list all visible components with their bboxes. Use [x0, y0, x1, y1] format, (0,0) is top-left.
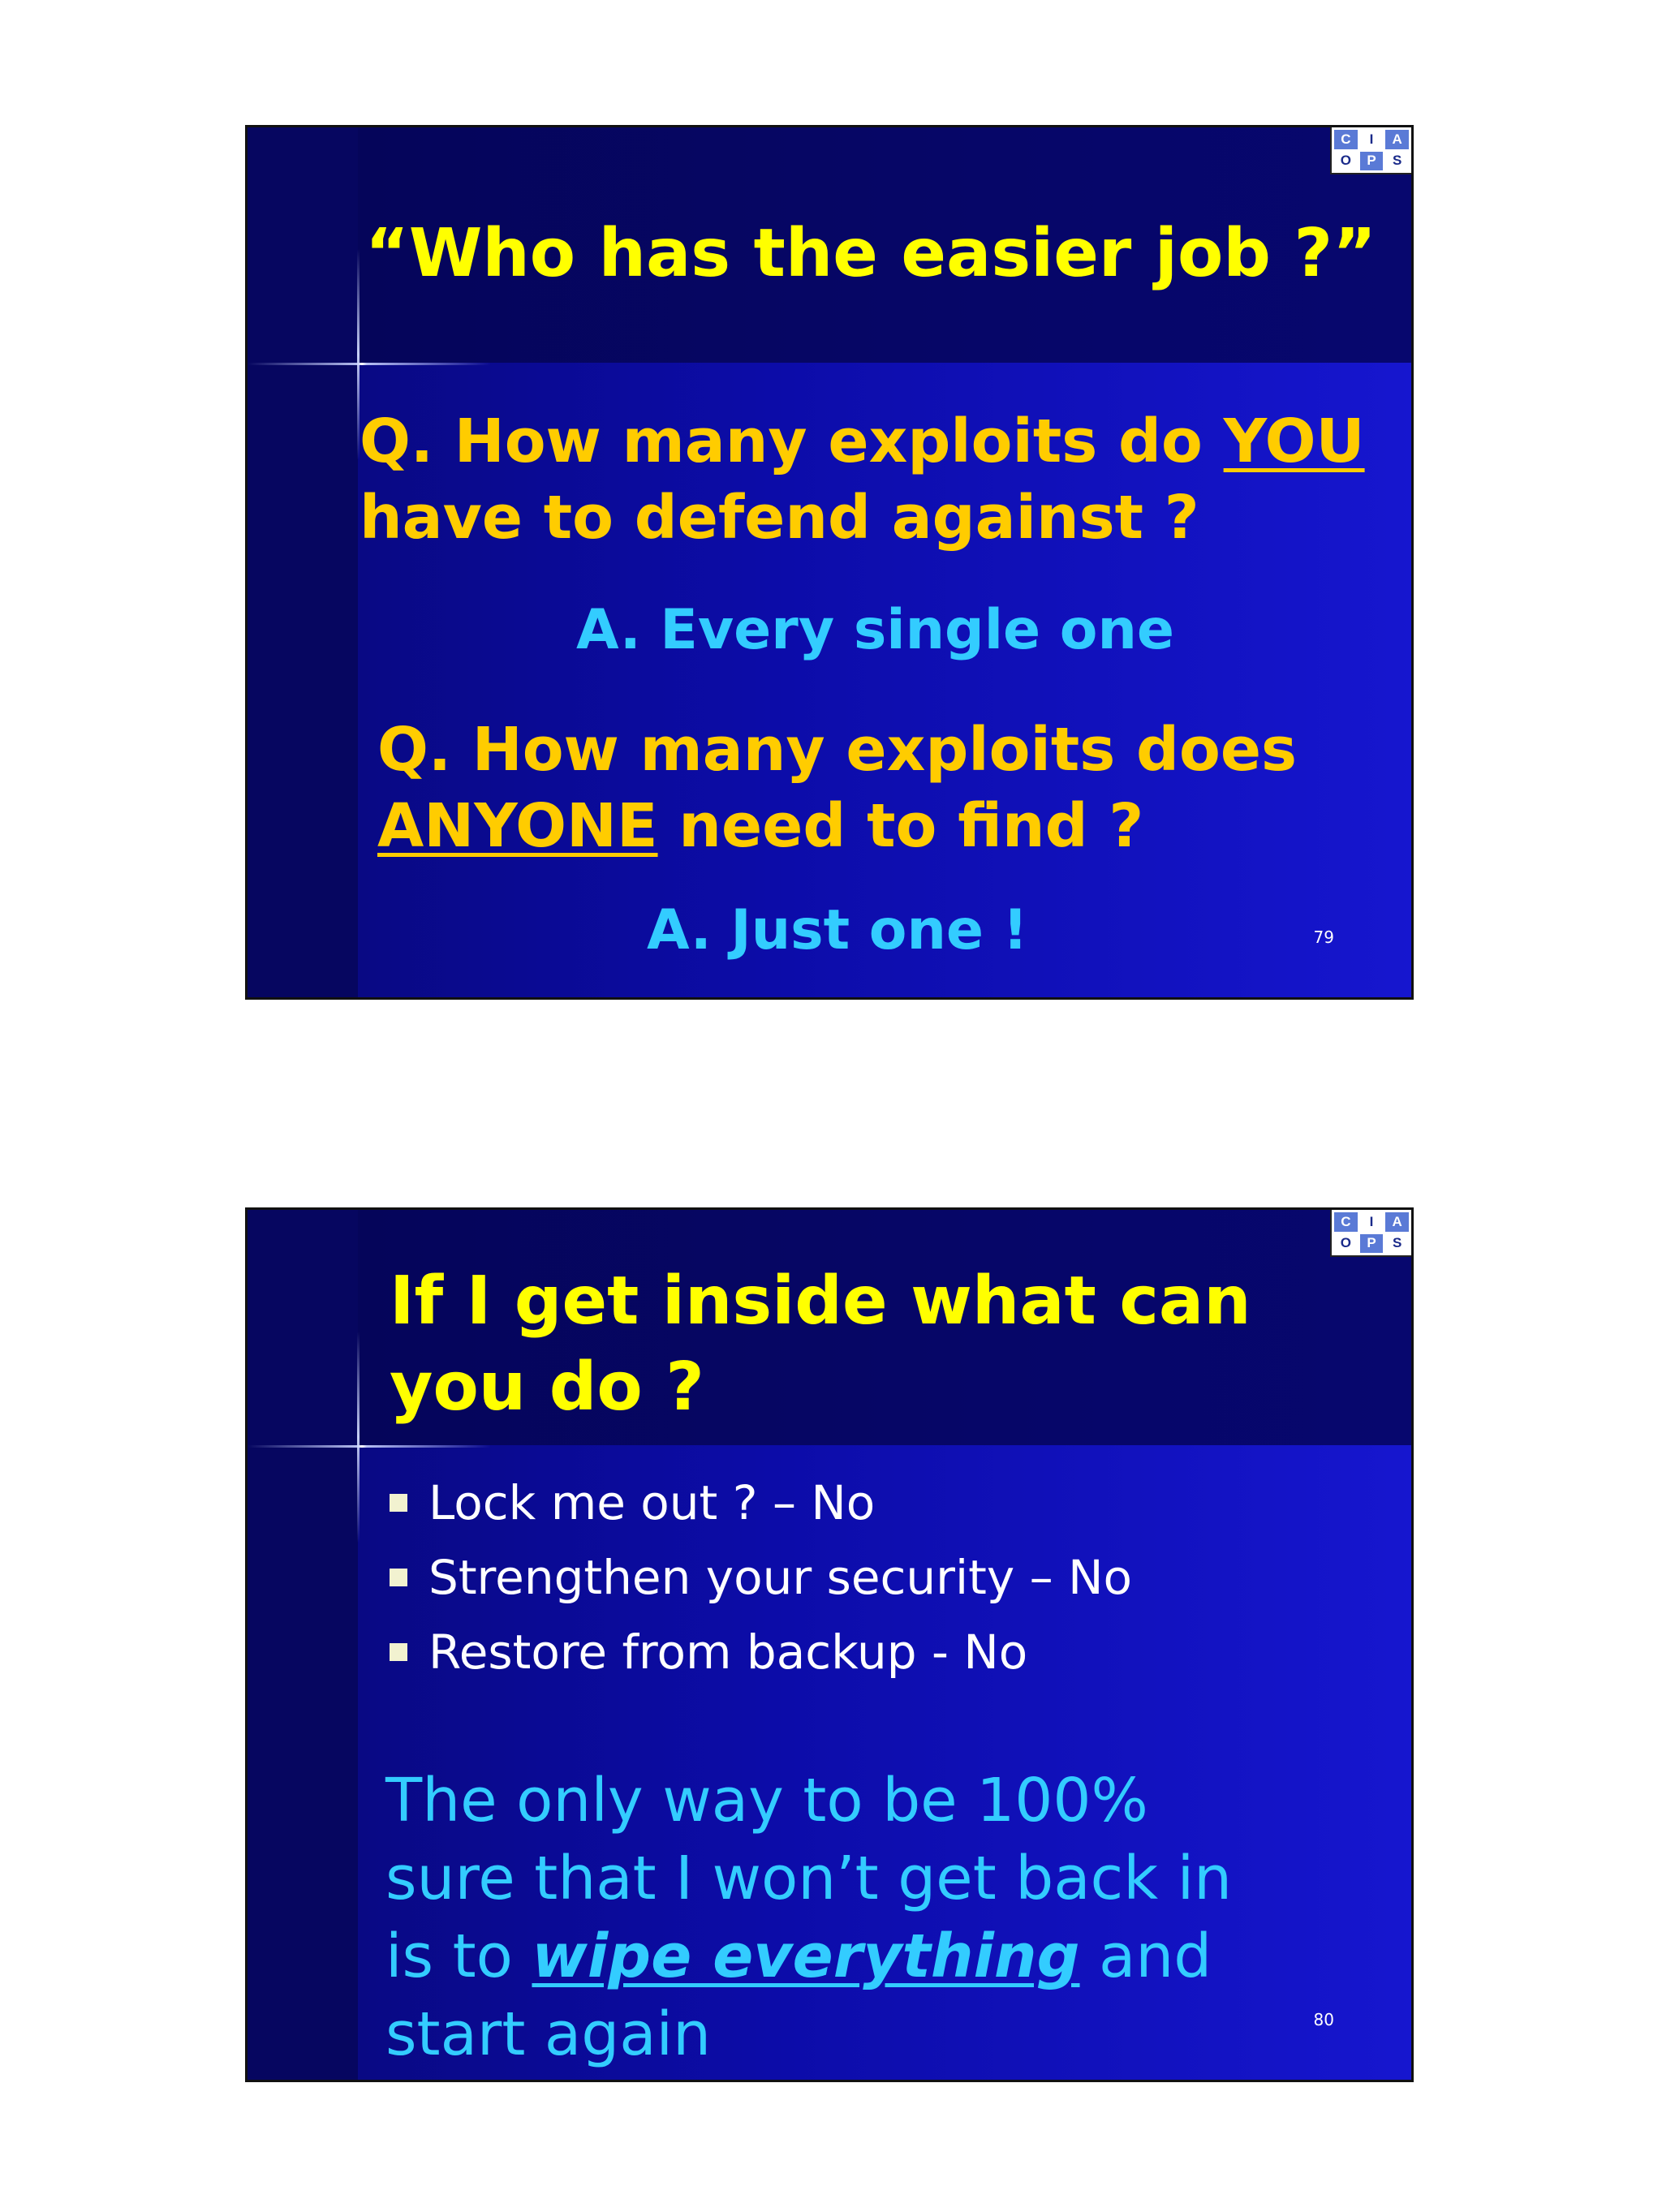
logo-letter: P: [1360, 1234, 1384, 1254]
question-2-suffix: need to find ?: [657, 791, 1144, 861]
sparkle-decoration: [248, 1445, 491, 1448]
logo-letter: C: [1334, 1212, 1358, 1232]
logo-letter: S: [1385, 1234, 1409, 1254]
list-item-text: Strengthen your security – No: [428, 1550, 1132, 1605]
slide-title: “Who has the easier job ?”: [365, 215, 1377, 292]
logo-letter: O: [1334, 152, 1358, 171]
logo-letter: I: [1360, 130, 1384, 149]
question-2: [377, 712, 1297, 864]
conclusion-emphasis: wipe everything: [532, 1922, 1080, 1991]
list-item: [390, 1540, 1132, 1615]
slide-title-line1: If I get inside what can: [390, 1263, 1251, 1340]
slide-80: [245, 1207, 1414, 2082]
slide-title: [390, 1259, 1251, 1431]
question-1: [360, 403, 1365, 556]
slide-79: [245, 125, 1414, 1000]
slide-left-band: [248, 1210, 358, 2080]
question-2-emphasis: ANYONE: [377, 791, 658, 861]
page-number: 79: [1313, 927, 1334, 947]
question-2-line1: Q. How many exploits does: [377, 715, 1298, 785]
list-item-text: Lock me out ? – No: [428, 1475, 876, 1530]
bullet-square-icon: [390, 1643, 407, 1661]
cia-ops-logo: [1330, 127, 1411, 174]
page-number: 80: [1313, 2010, 1334, 2029]
sparkle-decoration-vertical: [357, 1332, 360, 1543]
logo-letter: I: [1360, 1212, 1384, 1232]
logo-letter: O: [1334, 1234, 1358, 1254]
slide-left-band: [248, 127, 358, 997]
bullet-square-icon: [390, 1494, 407, 1512]
question-1-suffix: have to defend against ?: [360, 483, 1199, 553]
conclusion-text: [385, 1762, 1278, 2073]
logo-letter: A: [1385, 130, 1409, 149]
list-item-text: Restore from backup - No: [428, 1625, 1028, 1680]
slide-title-line2: you do ?: [390, 1349, 704, 1426]
bullet-list: [390, 1465, 1132, 1689]
logo-letter: P: [1360, 152, 1384, 171]
logo-letter: C: [1334, 130, 1358, 149]
list-item: [390, 1465, 1132, 1540]
question-1-prefix: Q. How many exploits do: [360, 407, 1224, 476]
answer-1: A. Every single one: [576, 598, 1175, 662]
cia-ops-logo: [1330, 1210, 1411, 1257]
sparkle-decoration: [248, 363, 491, 365]
logo-letter: A: [1385, 1212, 1409, 1232]
logo-letter: S: [1385, 152, 1409, 171]
conclusion-part2: and start again: [385, 1922, 1212, 2069]
conclusion-part1: The only way to be 100% sure that I won’t get back in is to: [385, 1766, 1233, 1991]
question-1-emphasis: YOU: [1223, 407, 1365, 476]
list-item: [390, 1615, 1132, 1689]
bullet-square-icon: [390, 1569, 407, 1586]
answer-2: A. Just one !: [647, 898, 1028, 962]
